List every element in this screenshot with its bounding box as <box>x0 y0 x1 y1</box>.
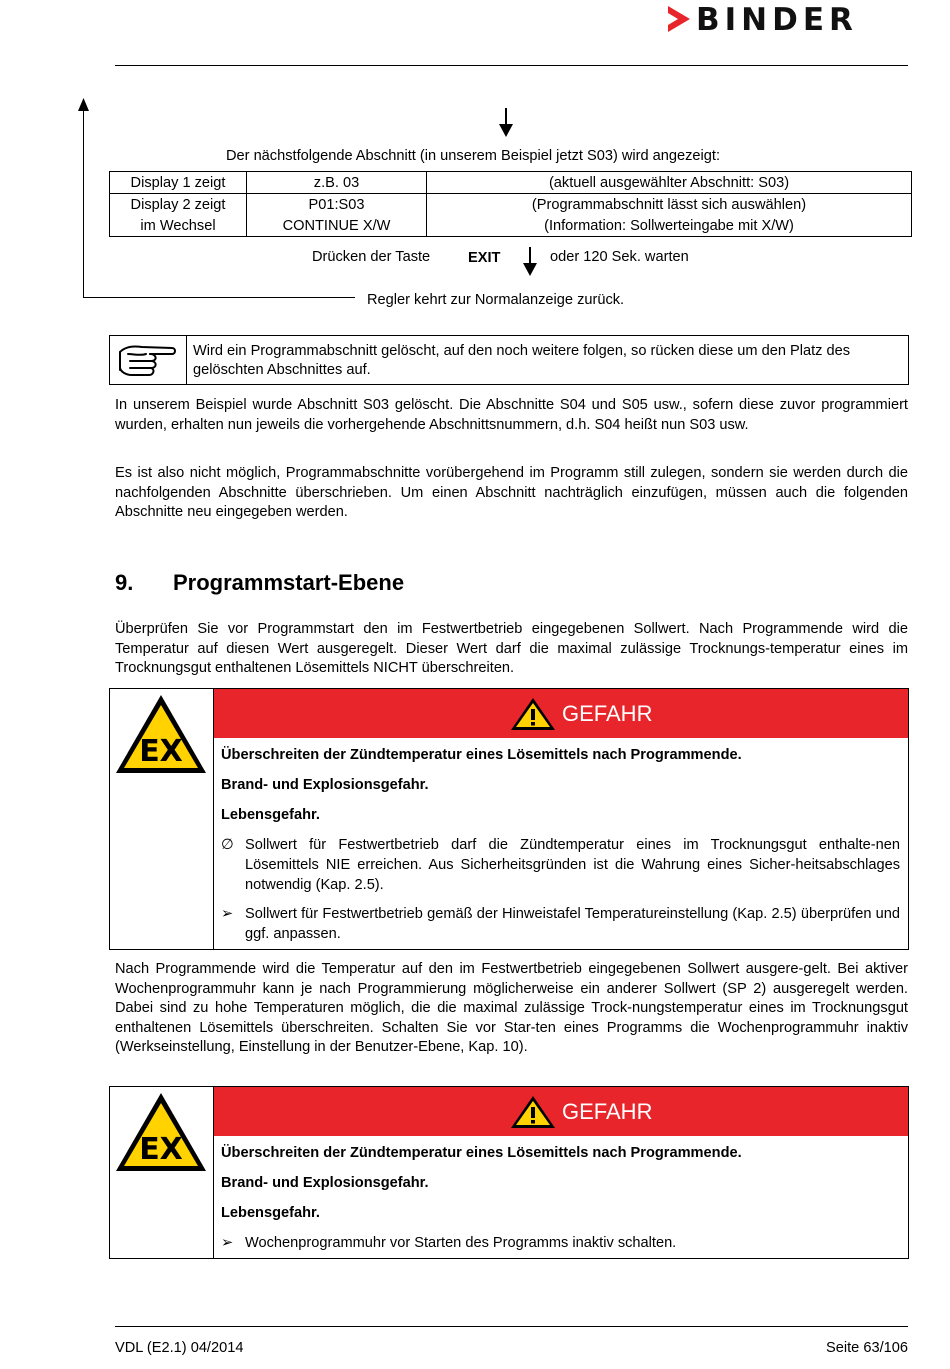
footer-page-number: Seite 63/106 <box>826 1340 908 1356</box>
brand-name: BINDER <box>696 2 858 38</box>
display-label: im Wechsel <box>110 215 247 237</box>
danger-risk-line: Lebensgefahr. <box>221 807 320 823</box>
arrow-down-icon <box>523 263 537 276</box>
display-row-2 <box>110 194 912 216</box>
display-info: (Information: Sollwerteingabe mit X/W) <box>427 215 912 237</box>
danger-consequence-line: Brand- und Explosionsgefahr. <box>221 777 429 793</box>
paragraph-deleted-sections: In unserem Beispiel wurde Abschnitt S03 gelöscht. Die Abschnitte S04 und S05 usw., sofern diese zuvor programmiert wurden, erhalten nun jeweils die vorhergehende Abschnittsnummern, d.h. S04 heißt nun S03 usw. <box>115 397 908 433</box>
svg-text:EX: EX <box>139 734 183 769</box>
section-number: 9. <box>115 570 134 595</box>
danger-hazard-line: Überschreiten der Zündtemperatur eines Lösemittels nach Programmende. <box>221 747 742 763</box>
paragraph-check-setpoint: Überprüfen Sie vor Programmstart den im Festwertbetrieb eingegebenen Sollwert. Nach Programmende wird die Temperatur auf diesen Wert ausgeregelt. Dieser Wert darf die maximal zulässige Trocknungs-temperatur eines im Trocknungsgut enthaltenen Lösemittels NICHT überschreiten. <box>115 621 908 676</box>
danger-bullet <box>221 1233 900 1253</box>
danger-body <box>221 745 900 953</box>
warning-triangle-icon <box>510 1095 556 1129</box>
display-label: Display 2 zeigt <box>110 194 247 216</box>
wait-text: oder 120 Sek. warten <box>550 249 689 265</box>
prohibition-marker: ∅ <box>221 837 234 853</box>
display-info: (aktuell ausgewählter Abschnitt: S03) <box>427 172 912 194</box>
arrow-marker: ➢ <box>221 906 234 922</box>
binder-logo-mark-icon <box>668 6 690 32</box>
warning-triangle-icon <box>510 697 556 731</box>
danger-hazard-line: Überschreiten der Zündtemperatur eines Lösemittels nach Programmende. <box>221 1145 742 1161</box>
danger-banner <box>214 689 908 738</box>
danger-bullet <box>221 835 900 895</box>
header-rule <box>115 65 908 66</box>
paragraph-not-possible: Es ist also nicht möglich, Programmabschnitte vorübergehend im Programm still zulegen, sondern sie werden durch die nachfolgenden Abschnitte überschrieben. Um einen Abschnitt nachträglich einzufügen, müssen auch die folgenden Abschnitte neu eingegeben werden. <box>115 465 908 520</box>
footer-rule <box>115 1326 908 1327</box>
svg-text:EX: EX <box>139 1132 183 1167</box>
display-info: (Programmabschnitt lässt sich auswählen) <box>427 194 912 216</box>
danger-title: GEFAHR <box>562 1099 653 1124</box>
display-value: z.B. 03 <box>247 172 427 194</box>
bullet-text: Wochenprogrammuhr vor Starten des Programms inaktiv schalten. <box>245 1235 677 1251</box>
display-row-1 <box>110 172 912 194</box>
exit-key-label: EXIT <box>468 250 501 266</box>
section-title: Programmstart-Ebene <box>173 570 405 595</box>
display-value: P01:S03 <box>247 194 427 216</box>
binder-logo <box>668 4 908 36</box>
footer-document-id: VDL (E2.1) 04/2014 <box>115 1340 244 1356</box>
note-box <box>109 335 909 385</box>
danger-banner <box>214 1087 908 1136</box>
explosion-warning-icon <box>114 693 208 775</box>
arrow-down-icon <box>499 124 513 137</box>
loop-line-vertical <box>83 108 84 298</box>
explosion-warning-icon <box>114 1091 208 1173</box>
pointing-hand-icon <box>116 342 178 378</box>
bullet-text: Sollwert für Festwertbetrieb darf die Zündtemperatur eines im Trocknungsgut enthalte-nen Lösemittels NIE erreichen. Aus Sicherheitsgründen ist die Wahrung eines Sicher-heitsabschlages notwendig (Kap. 2.5). <box>245 837 900 893</box>
danger-box-2 <box>109 1086 909 1259</box>
note-text: Wird ein Programmabschnitt gelöscht, auf den noch weitere folgen, so rücken diese um den Platz des gelöschten Abschnittes auf. <box>193 343 851 378</box>
danger-icon-cell <box>110 1087 214 1258</box>
display-table <box>109 171 912 237</box>
arrow-up-icon <box>77 98 90 112</box>
section-heading <box>115 570 404 596</box>
danger-body <box>221 1143 900 1262</box>
display-value: CONTINUE X/W <box>247 215 427 237</box>
danger-consequence-line: Brand- und Explosionsgefahr. <box>221 1175 429 1191</box>
next-section-text: Der nächstfolgende Abschnitt (in unserem Beispiel jetzt S03) wird angezeigt: <box>226 148 721 164</box>
danger-icon-cell <box>110 689 214 949</box>
press-text: Drücken der Taste <box>312 249 431 265</box>
note-icon-cell <box>110 336 187 384</box>
return-text: Regler kehrt zur Normalanzeige zurück. <box>367 292 625 308</box>
danger-box-1 <box>109 688 909 950</box>
display-row-3 <box>110 215 912 237</box>
bullet-text: Sollwert für Festwertbetrieb gemäß der Hinweistafel Temperatureinstellung (Kap. 2.5) überprüfen und ggf. anpassen. <box>245 906 900 942</box>
loop-line-horizontal <box>83 297 355 298</box>
paragraph-after-program: Nach Programmende wird die Temperatur auf den im Festwertbetrieb eingegebenen Sollwert ausgere-gelt. Bei aktiver Wochenprogrammuhr kann je nach Programmierung möglicherweise ein anderer Sollwert (SP 2) ausgeregelt werden. Dabei sind zu hohe Temperaturen möglich, die die maximal zulässige Trock-nungstemperatur eines im Trocknungsgut enthaltenen Lösemittels überschreiten. Schalten Sie vor Star-ten eines Programms die Wochenprogrammuhr inaktiv (Werkseinstellung, Einstellung in der Benutzer-Ebene, Kap. 10). <box>115 961 908 1055</box>
danger-title: GEFAHR <box>562 701 653 726</box>
display-label: Display 1 zeigt <box>110 172 247 194</box>
danger-bullet <box>221 904 900 944</box>
danger-risk-line: Lebensgefahr. <box>221 1205 320 1221</box>
arrow-marker: ➢ <box>221 1235 234 1251</box>
